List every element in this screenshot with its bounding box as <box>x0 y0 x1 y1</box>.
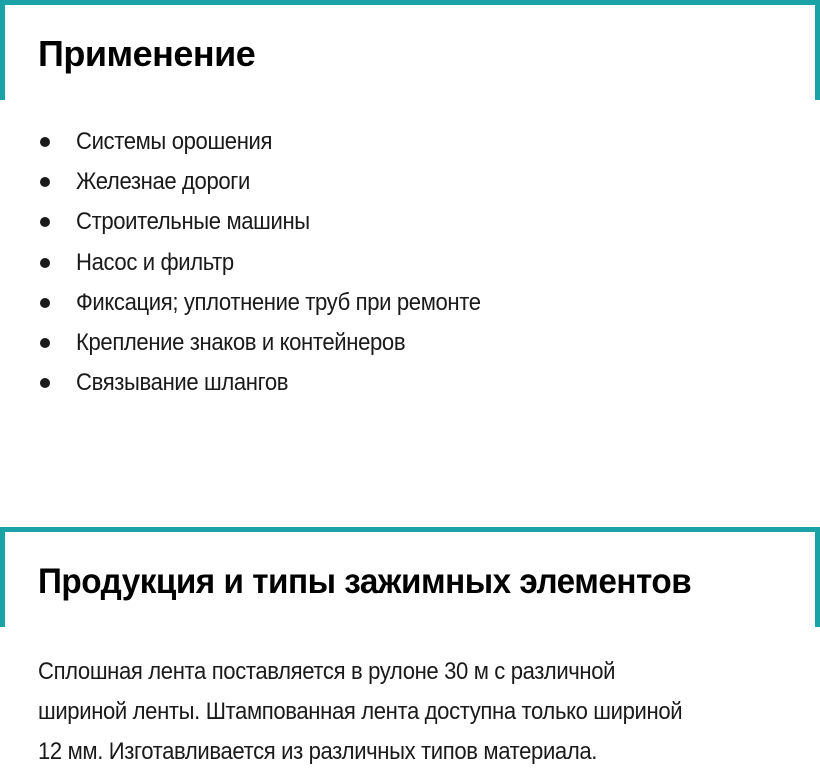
bullet-icon <box>40 378 50 388</box>
list-item-text: Крепление знаков и контейнеров <box>76 328 406 356</box>
paragraph-line: 12 мм. Изготавливается из различных типов материала. <box>38 738 598 765</box>
bullet-icon <box>40 338 50 348</box>
bullet-icon <box>40 137 50 147</box>
list-item-text: Строительные машины <box>76 208 310 236</box>
list-item-text: Фиксация; уплотнение труб при ремонте <box>76 288 481 316</box>
section-title-application: Применение <box>38 33 256 74</box>
list-item-text: Системы орошения <box>76 128 273 155</box>
paragraph-line: Сплошная лента поставляется в рулоне 30 м с различной <box>38 658 616 685</box>
products-description <box>38 652 818 772</box>
section-title-products: Продукция и типы зажимных элементов <box>38 562 692 601</box>
paragraph-line: шириной ленты. Штампованная лента доступна только шириной <box>38 698 683 725</box>
list-item-text: Железнае дороги <box>76 168 250 196</box>
list-item-text: Насос и фильтр <box>76 248 234 276</box>
bullet-icon <box>40 177 50 187</box>
list-item-text: Связывание шлангов <box>76 369 289 397</box>
bullet-icon <box>40 298 50 308</box>
bullet-icon <box>40 217 50 227</box>
bullet-icon <box>40 258 50 268</box>
